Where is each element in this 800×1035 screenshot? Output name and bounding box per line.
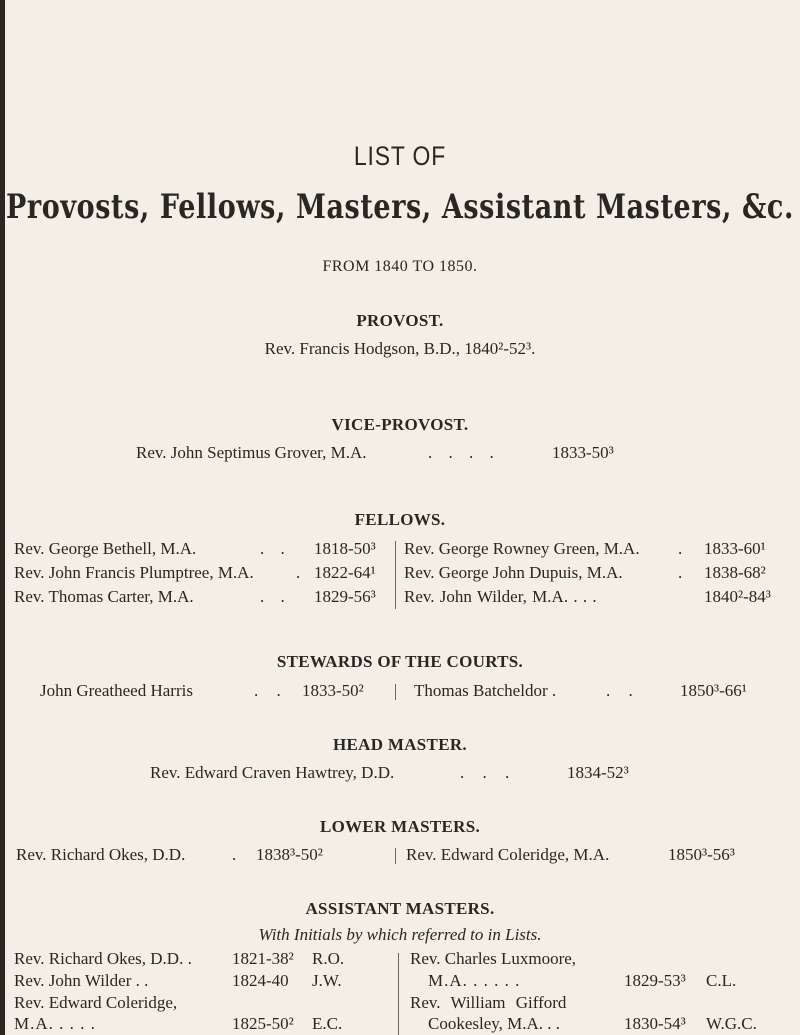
fellow-name: Rev. John Wilder, M.A. . . . xyxy=(404,587,597,606)
date-range: FROM 1840 TO 1850. xyxy=(322,258,478,275)
head-master-name: Rev. Edward Craven Hawtrey, D.D. xyxy=(150,763,395,782)
vice-provost-heading: VICE-PROVOST. xyxy=(331,415,469,434)
assistant-master-dates: 1824-40 xyxy=(232,971,289,990)
stewards-divider xyxy=(395,684,396,700)
head-master-heading: HEAD MASTER. xyxy=(333,735,467,754)
fellow-dates: 1822-64¹ xyxy=(314,563,376,582)
assistant-master-name: Rev. John Wilder . . xyxy=(14,971,149,990)
stewards-heading: STEWARDS OF THE COURTS. xyxy=(276,652,524,671)
steward-name: Thomas Batcheldor . xyxy=(414,681,557,700)
fellow-leader: . . xyxy=(260,539,291,558)
fellow-dates: 1838-68² xyxy=(704,563,766,582)
fellows-heading: FELLOWS. xyxy=(354,510,446,529)
fellow-dates: 1833-60¹ xyxy=(704,539,766,558)
provost-entry: Rev. Francis Hodgson, B.D., 1840²-52³. xyxy=(264,339,536,358)
head-master-dates: 1834-52³ xyxy=(567,763,629,782)
provost-heading: PROVOST. xyxy=(356,311,444,330)
assistant-master-name: Rev. Charles Luxmoore, xyxy=(410,949,577,968)
lower-masters-divider xyxy=(395,848,396,864)
assistant-master-initials: W.G.C. xyxy=(706,1014,757,1033)
lower-master-name: Rev. Edward Coleridge, M.A. xyxy=(406,845,610,864)
lower-master-leader: . xyxy=(232,845,237,864)
assistant-master-name: Rev. William Gifford xyxy=(410,993,567,1012)
fellow-name: Rev. John Francis Plumptree, M.A. xyxy=(14,563,254,582)
lower-master-name: Rev. Richard Okes, D.D. xyxy=(16,845,186,864)
assistant-masters-note: With Initials by which referred to in Lists. xyxy=(258,925,542,944)
assistant-master-initials: R.O. xyxy=(312,949,345,968)
assistant-master-name: Cookesley, M.A. . . xyxy=(428,1014,561,1033)
assistant-master-dates: 1821-38² xyxy=(232,949,294,968)
head-master-leader: . . . xyxy=(460,763,517,782)
assistant-master-dates: 1830-54³ xyxy=(624,1014,686,1033)
lower-master-dates: 1850³-56³ xyxy=(668,845,735,864)
assistant-master-name: M.A. . . . . xyxy=(14,1014,96,1033)
fellow-dates: 1829-56³ xyxy=(314,587,376,606)
fellow-leader: . xyxy=(296,563,301,582)
fellow-name: Rev. George Bethell, M.A. xyxy=(14,539,197,558)
assistant-master-name: Rev. Richard Okes, D.D. . xyxy=(14,949,192,968)
fellows-divider xyxy=(395,541,396,609)
lower-masters-heading: LOWER MASTERS. xyxy=(319,817,481,836)
document-title: Provosts, Fellows, Masters, Assistant Masters, &c. xyxy=(6,188,794,227)
assistant-master-name: Rev. Edward Coleridge, xyxy=(14,993,178,1012)
assistant-masters-divider xyxy=(398,953,399,1035)
steward-name: John Greatheed Harris xyxy=(40,681,193,700)
steward-leader: . . xyxy=(254,681,288,700)
assistant-masters-heading: ASSISTANT MASTERS. xyxy=(305,899,495,918)
assistant-master-initials: J.W. xyxy=(312,971,342,990)
fellow-name: Rev. George John Dupuis, M.A. xyxy=(404,563,623,582)
fellow-name: Rev. Thomas Carter, M.A. xyxy=(14,587,194,606)
assistant-master-initials: E.C. xyxy=(312,1014,343,1033)
assistant-master-dates: 1825-50² xyxy=(232,1014,294,1033)
fellow-dates: 1818-50³ xyxy=(314,539,376,558)
fellow-leader: . xyxy=(678,563,683,582)
assistant-master-initials: C.L. xyxy=(706,971,737,990)
assistant-master-name: M.A. . . . . . xyxy=(428,971,521,990)
vice-provost-name: Rev. John Septimus Grover, M.A. xyxy=(136,443,367,462)
steward-dates: 1850³-66¹ xyxy=(680,681,747,700)
fellow-leader: . xyxy=(678,539,683,558)
steward-dates: 1833-50² xyxy=(302,681,364,700)
fellow-dates: 1840²-84³ xyxy=(704,587,771,606)
list-of-heading: LIST OF xyxy=(353,141,447,171)
fellow-name: Rev. George Rowney Green, M.A. xyxy=(404,539,640,558)
fellow-leader: . . xyxy=(260,587,291,606)
lower-master-dates: 1838³-50² xyxy=(256,845,323,864)
vice-provost-dates: 1833-50³ xyxy=(552,443,614,462)
assistant-master-dates: 1829-53³ xyxy=(624,971,686,990)
vice-provost-leader: . . . . xyxy=(428,443,500,462)
steward-leader: . . xyxy=(606,681,640,700)
